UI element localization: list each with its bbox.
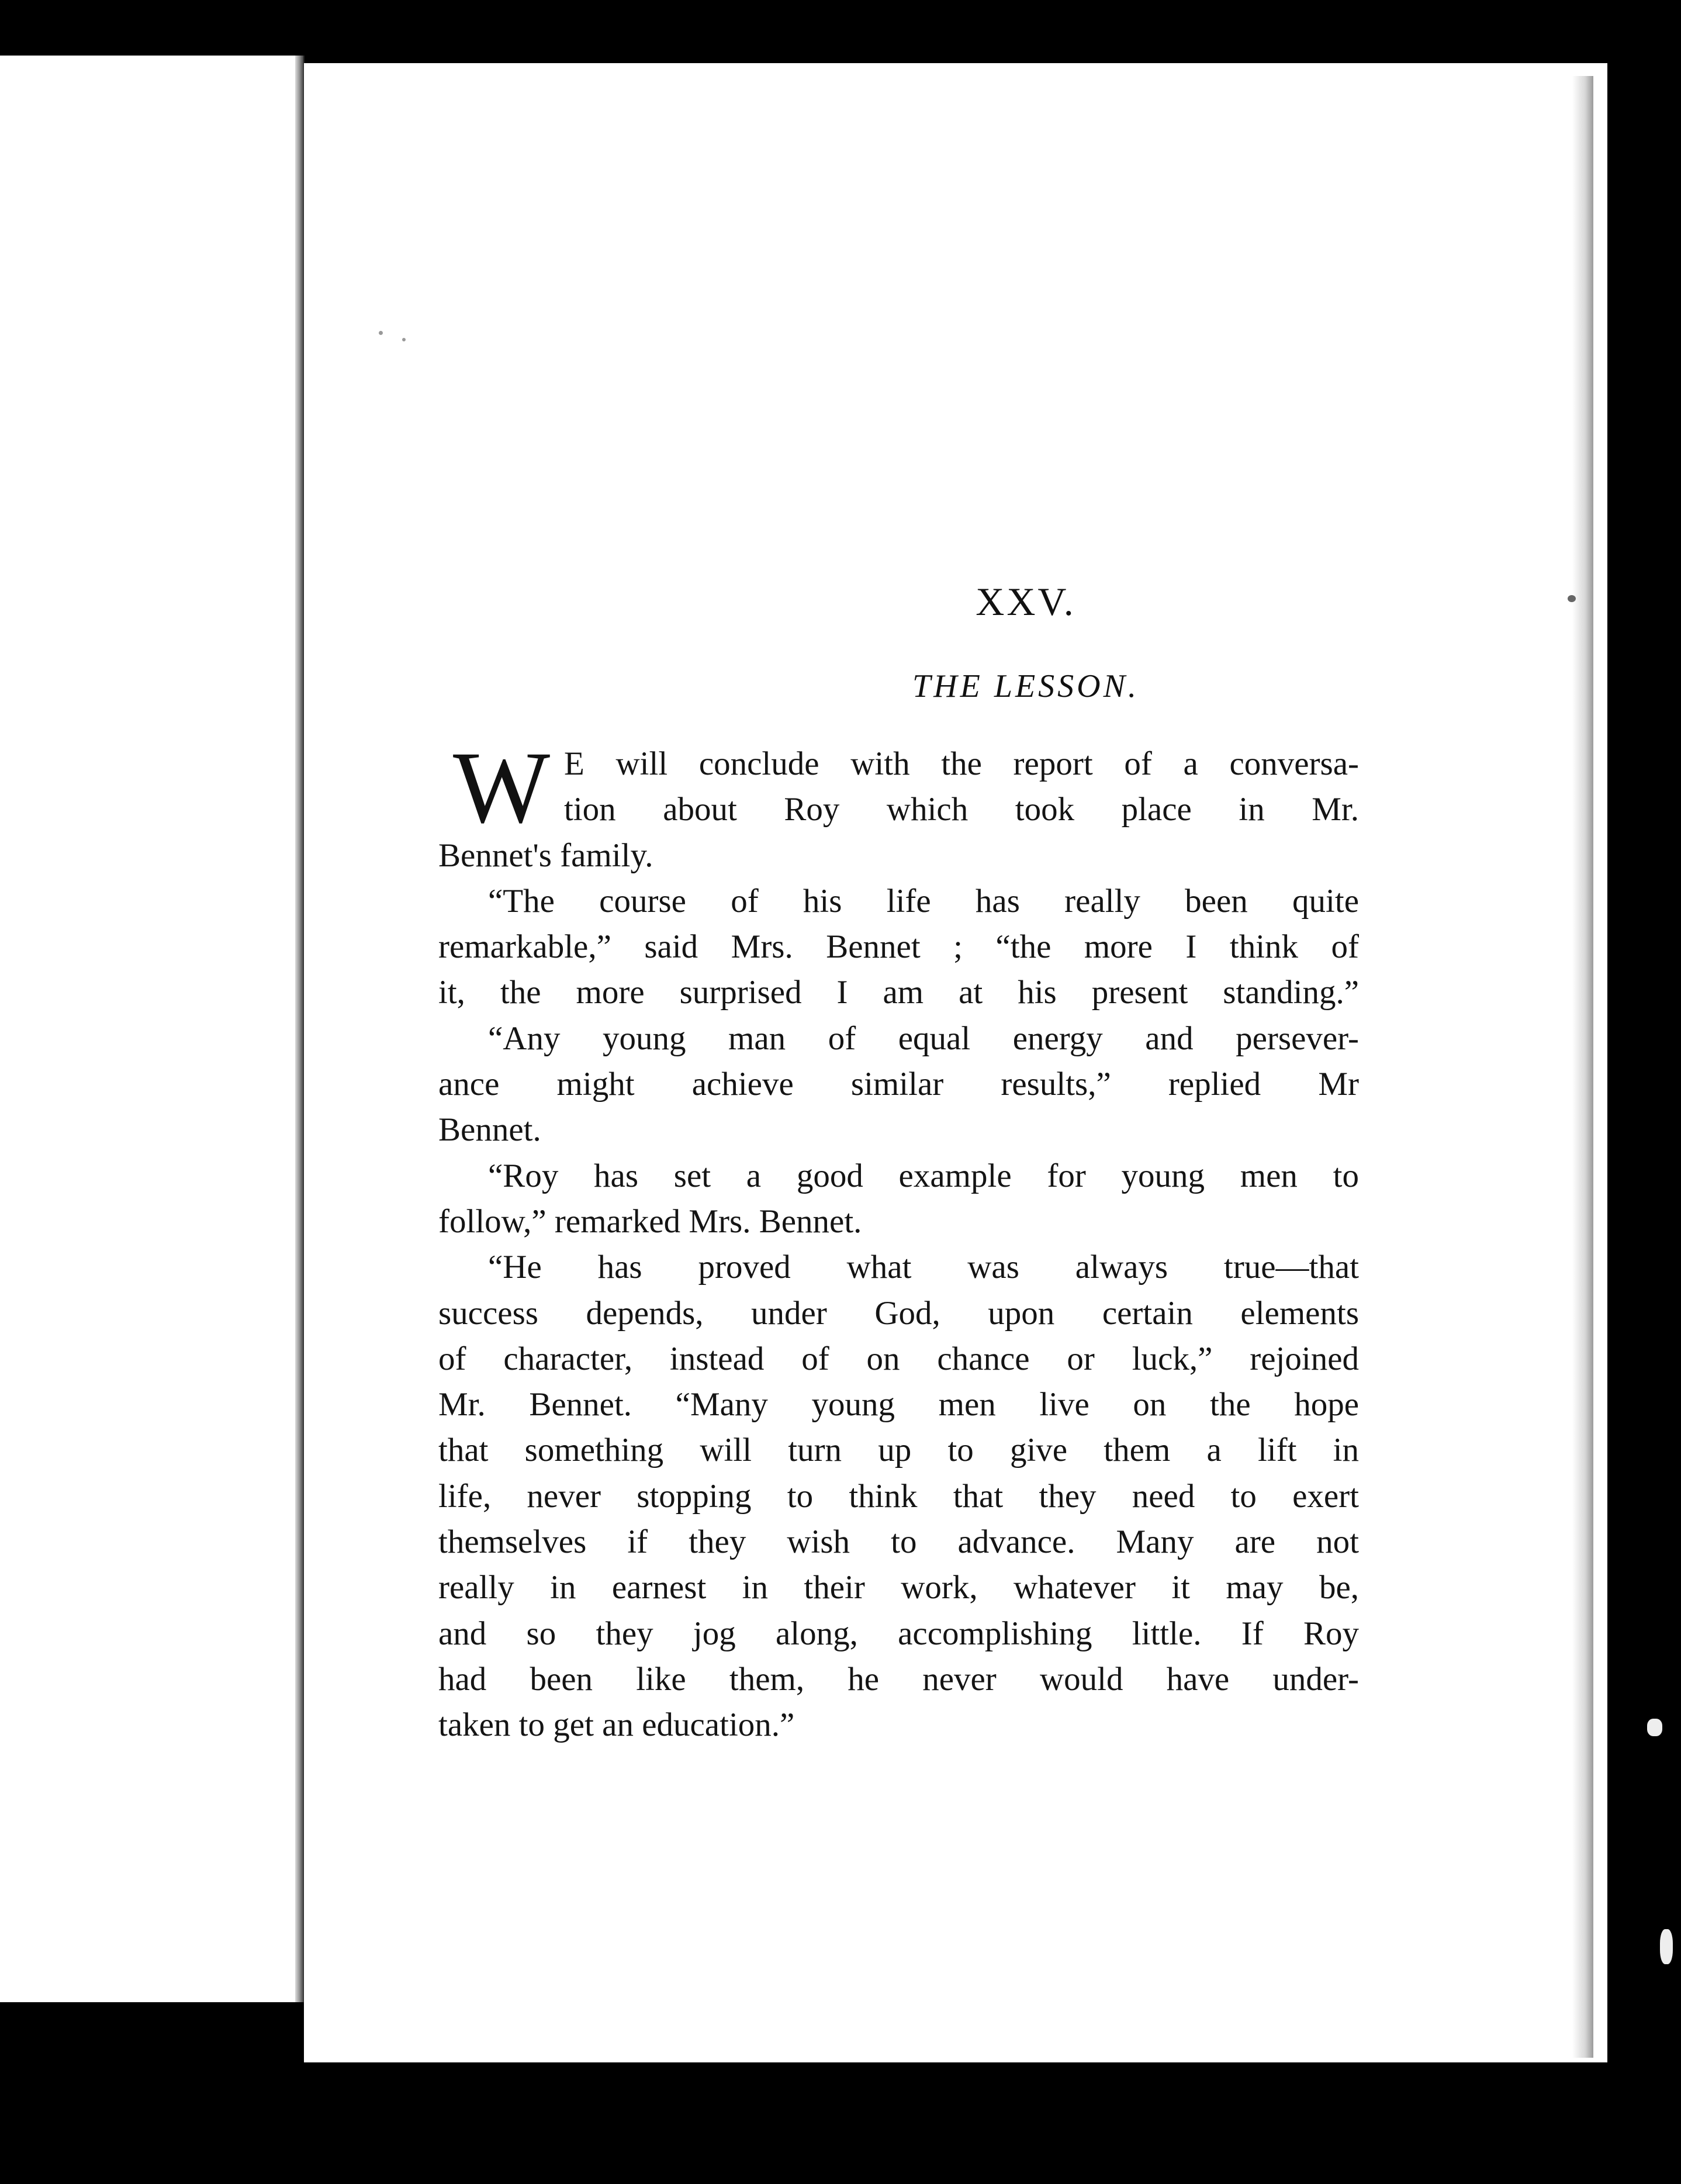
text-line: success depends, under God, upon certain elements (438, 1294, 1359, 1332)
chapter-title: THE LESSON. (912, 668, 1139, 704)
text-line: Mr. Bennet. “Many young men live on the hope (438, 1386, 1359, 1423)
text-line: that something will turn up to give them a lift in (438, 1432, 1359, 1469)
text-line: themselves if they wish to advance. Many are not (438, 1523, 1359, 1561)
text-line: life, never stopping to think that they need to exert (438, 1477, 1359, 1515)
text-line: “He has proved what was always true—that (488, 1249, 1359, 1286)
chapter-body (438, 741, 1359, 1748)
text-line: and so they jog along, accomplishing little. If Roy (438, 1615, 1359, 1652)
text-line: taken to get an education.” (438, 1706, 795, 1744)
text-line: really in earnest in their work, whatever it may be, (438, 1569, 1359, 1606)
dust-speck (379, 331, 383, 335)
text-line: follow,” remarked Mrs. Bennet. (438, 1202, 862, 1240)
drop-cap: W (453, 731, 551, 845)
text-line: “Roy has set a good example for young men to (488, 1157, 1359, 1194)
text-line: it, the more surprised I am at his present standing.” (438, 974, 1359, 1011)
text-line: tion about Roy which took place in Mr. (564, 791, 1359, 828)
text-line: of character, instead of on chance or luck,” rejoined (438, 1340, 1359, 1377)
chapter-number: XXV. (976, 579, 1076, 624)
text-line: “The course of his life has really been quite (488, 882, 1359, 920)
previous-page (0, 56, 305, 2002)
text-line: E will conclude with the report of a conversa- (564, 745, 1359, 782)
text-line: Bennet. (438, 1111, 541, 1149)
text-line: Bennet's family. (438, 837, 653, 874)
text-line: ance might achieve similar results,” replied Mr (438, 1066, 1359, 1103)
text-line: “Any young man of equal energy and persever- (488, 1020, 1359, 1057)
dust-speck (402, 338, 406, 341)
book-gutter (295, 56, 303, 2002)
text-line: had been like them, he never would have under- (438, 1660, 1359, 1698)
scan-artifact (1660, 1929, 1673, 1964)
page-edge-shadow (1572, 76, 1593, 2058)
text-line: remarkable,” said Mrs. Bennet ; “the more I think of (438, 928, 1359, 966)
scan-artifact (1647, 1719, 1662, 1736)
